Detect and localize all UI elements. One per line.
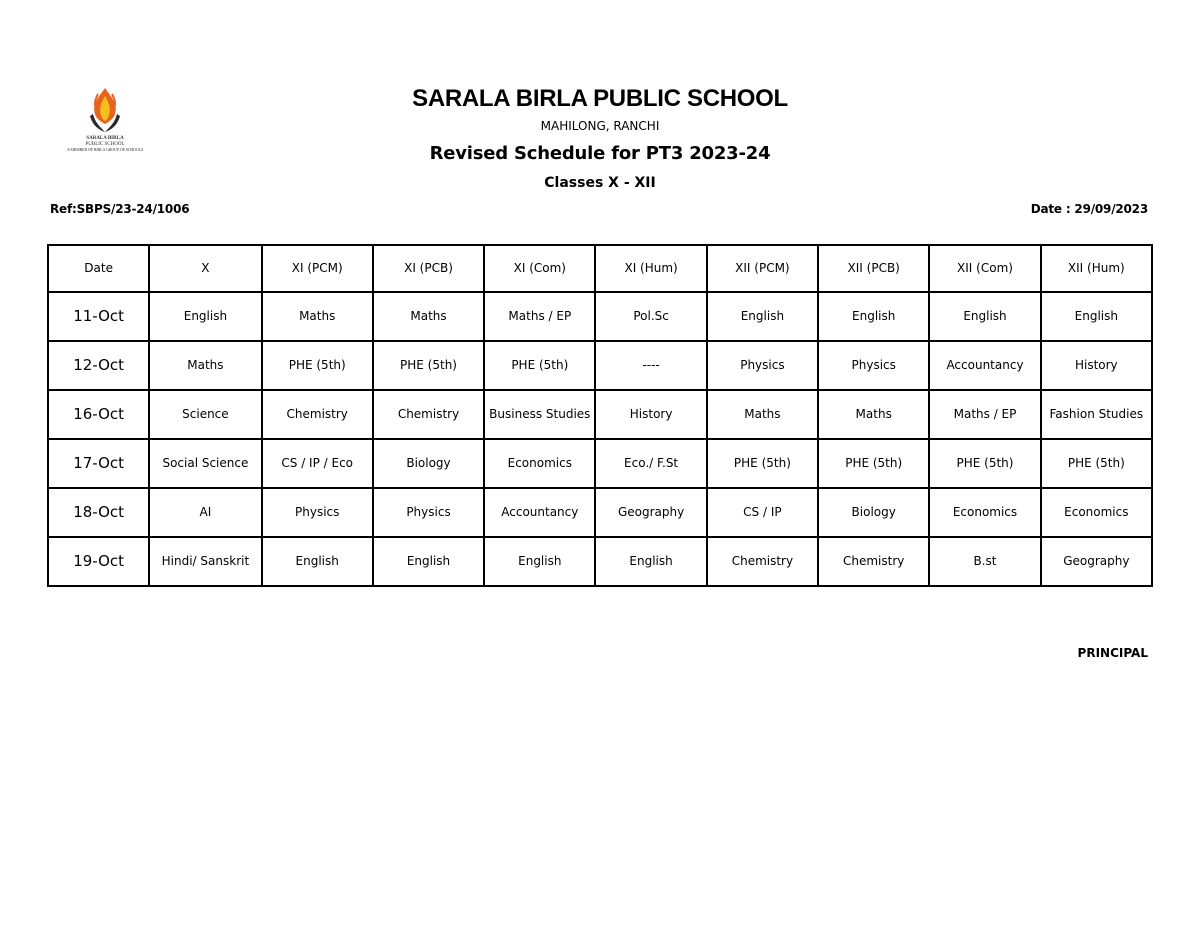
column-header: XII (PCB)	[818, 245, 929, 292]
column-header: XII (Hum)	[1041, 245, 1152, 292]
subject-cell: PHE (5th)	[707, 439, 818, 488]
date-cell: 16-Oct	[48, 390, 149, 439]
subject-cell: PHE (5th)	[373, 341, 484, 390]
table-row	[48, 537, 1152, 586]
subject-cell: English	[595, 537, 706, 586]
subject-cell: Chemistry	[373, 390, 484, 439]
subject-cell: CS / IP / Eco	[262, 439, 373, 488]
subject-cell: English	[262, 537, 373, 586]
subject-cell: Pol.Sc	[595, 292, 706, 341]
subject-cell: CS / IP	[707, 488, 818, 537]
subject-cell: English	[149, 292, 261, 341]
date-cell: 19-Oct	[48, 537, 149, 586]
subject-cell: Biology	[818, 488, 929, 537]
table-header-row	[48, 245, 1152, 292]
subject-cell: Biology	[373, 439, 484, 488]
exam-schedule-table	[47, 244, 1153, 587]
subject-cell: English	[929, 292, 1040, 341]
subject-cell: Chemistry	[262, 390, 373, 439]
subject-cell: Physics	[707, 341, 818, 390]
table-row	[48, 390, 1152, 439]
schedule-title: Revised Schedule for PT3 2023-24	[429, 143, 771, 164]
school-name: SARALA BIRLA PUBLIC SCHOOL	[412, 85, 788, 112]
subject-cell: Chemistry	[707, 537, 818, 586]
date-cell: 17-Oct	[48, 439, 149, 488]
subject-cell: Social Science	[149, 439, 261, 488]
logo-line-2: PUBLIC SCHOOL	[85, 142, 125, 147]
column-header: XI (Hum)	[595, 245, 706, 292]
reference-number: Ref:SBPS/23-24/1006	[50, 202, 190, 216]
principal-signature: PRINCIPAL	[1077, 646, 1148, 660]
column-header: XI (PCM)	[262, 245, 373, 292]
subject-cell: B.st	[929, 537, 1040, 586]
subject-cell: Maths / EP	[484, 292, 595, 341]
logo-line-3: A MEMBER OF BIRLA GROUP OF SCHOOLS	[66, 147, 144, 152]
subject-cell: Geography	[1041, 537, 1152, 586]
subject-cell: English	[373, 537, 484, 586]
subject-cell: Fashion Studies	[1041, 390, 1152, 439]
subject-cell: Eco./ F.St	[595, 439, 706, 488]
table-row	[48, 292, 1152, 341]
date-cell: 11-Oct	[48, 292, 149, 341]
issue-date: Date : 29/09/2023	[1030, 202, 1148, 216]
column-header: XI (PCB)	[373, 245, 484, 292]
classes-subtitle: Classes X - XII	[544, 175, 656, 191]
column-header: X	[149, 245, 261, 292]
subject-cell: PHE (5th)	[484, 341, 595, 390]
subject-cell: History	[595, 390, 706, 439]
subject-cell: PHE (5th)	[1041, 439, 1152, 488]
subject-cell: Business Studies	[484, 390, 595, 439]
logo-line-1: SARALA BIRLA	[86, 136, 124, 141]
subject-cell: Economics	[484, 439, 595, 488]
subject-cell: Physics	[262, 488, 373, 537]
subject-cell: Maths	[262, 292, 373, 341]
subject-cell: Maths	[149, 341, 261, 390]
subject-cell: Chemistry	[818, 537, 929, 586]
date-cell: 12-Oct	[48, 341, 149, 390]
subject-cell: Maths	[707, 390, 818, 439]
table-row	[48, 341, 1152, 390]
subject-cell: Accountancy	[484, 488, 595, 537]
subject-cell: English	[1041, 292, 1152, 341]
date-cell: 18-Oct	[48, 488, 149, 537]
subject-cell: ----	[595, 341, 706, 390]
subject-cell: AI	[149, 488, 261, 537]
subject-cell: PHE (5th)	[262, 341, 373, 390]
subject-cell: Maths / EP	[929, 390, 1040, 439]
column-header: XII (PCM)	[707, 245, 818, 292]
subject-cell: English	[818, 292, 929, 341]
school-location: MAHILONG, RANCHI	[540, 119, 660, 133]
table-row	[48, 488, 1152, 537]
column-header: Date	[48, 245, 149, 292]
subject-cell: Economics	[929, 488, 1040, 537]
subject-cell: Physics	[373, 488, 484, 537]
subject-cell: PHE (5th)	[929, 439, 1040, 488]
subject-cell: Geography	[595, 488, 706, 537]
subject-cell: Economics	[1041, 488, 1152, 537]
subject-cell: Accountancy	[929, 341, 1040, 390]
column-header: XII (Com)	[929, 245, 1040, 292]
subject-cell: English	[484, 537, 595, 586]
subject-cell: PHE (5th)	[818, 439, 929, 488]
subject-cell: Science	[149, 390, 261, 439]
subject-cell: Physics	[818, 341, 929, 390]
column-header: XI (Com)	[484, 245, 595, 292]
subject-cell: History	[1041, 341, 1152, 390]
subject-cell: English	[707, 292, 818, 341]
subject-cell: Hindi/ Sanskrit	[149, 537, 261, 586]
subject-cell: Maths	[818, 390, 929, 439]
table-row	[48, 439, 1152, 488]
subject-cell: Maths	[373, 292, 484, 341]
